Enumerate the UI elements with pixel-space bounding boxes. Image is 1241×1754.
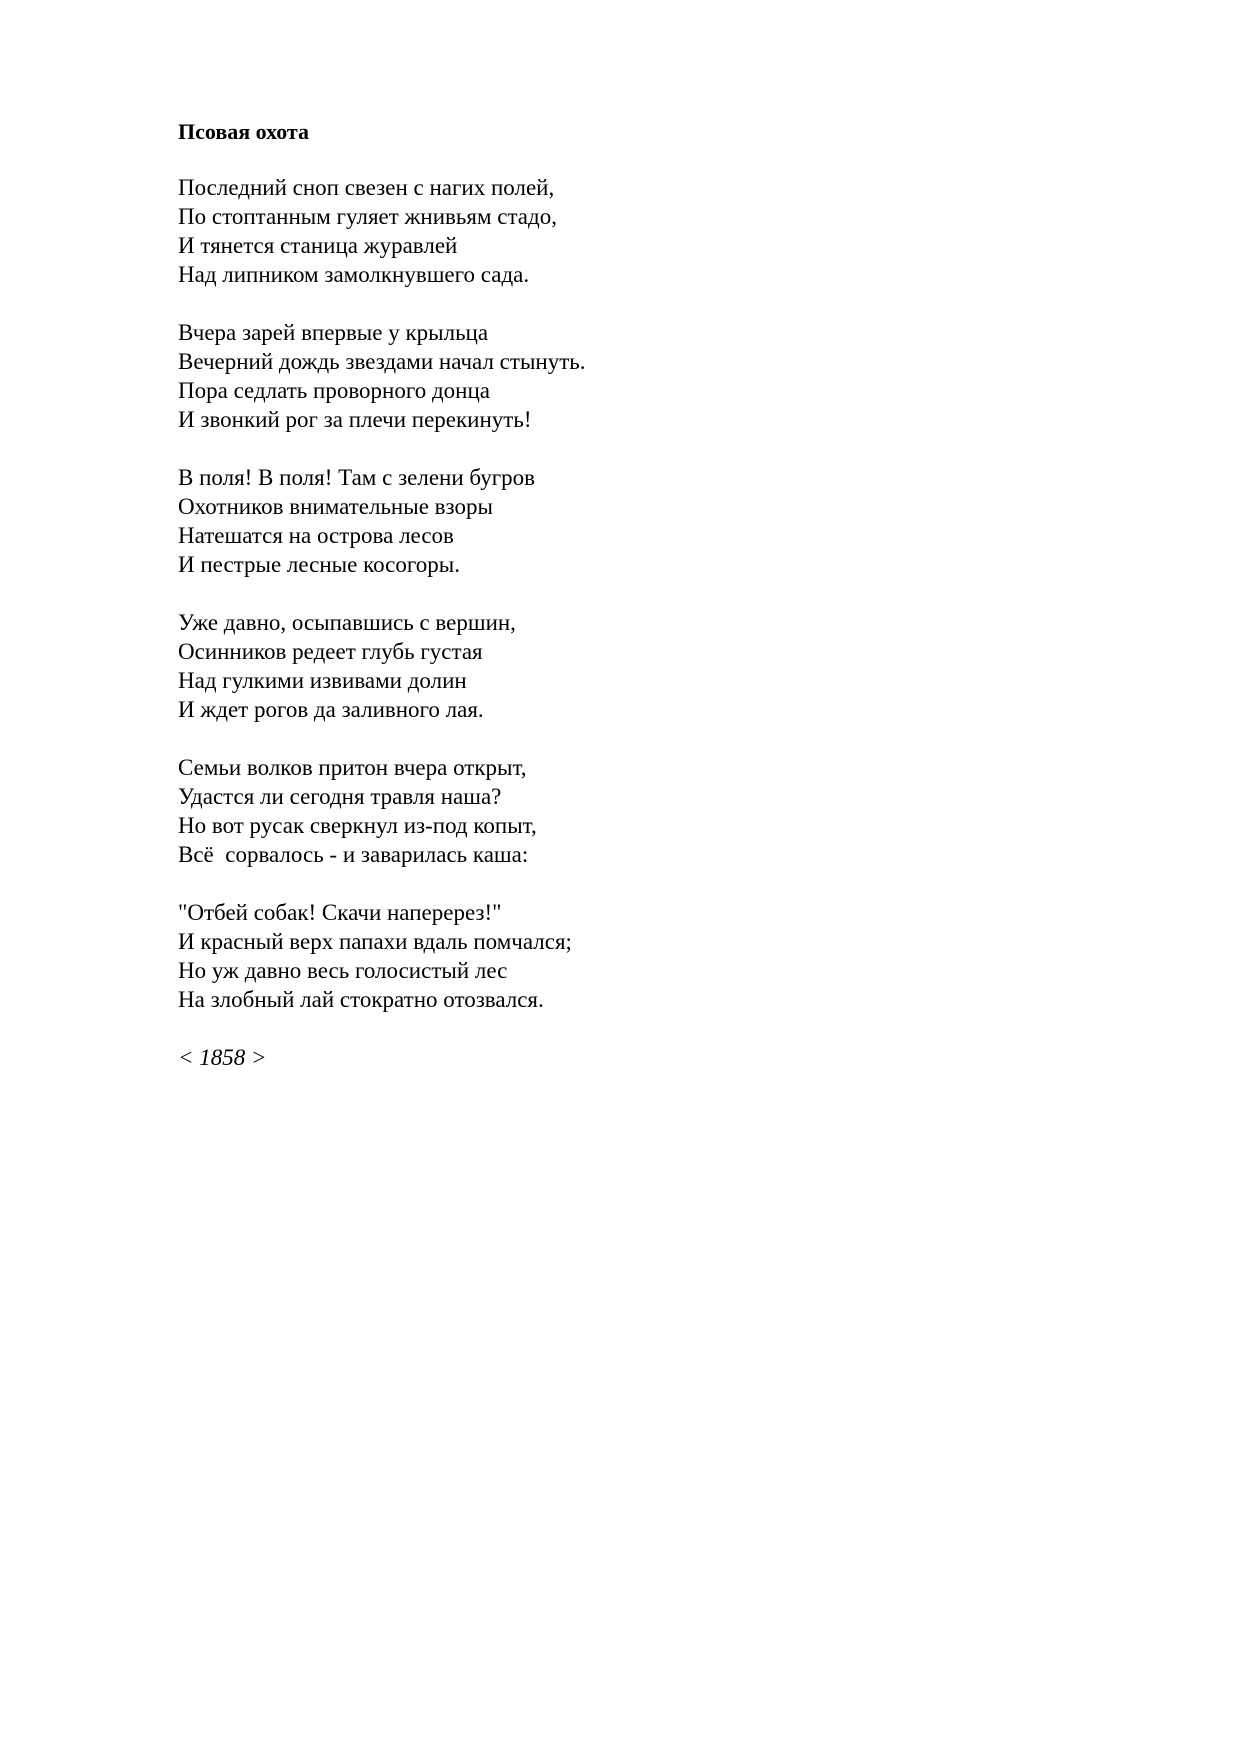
stanza-2 [178,318,1078,434]
poem-line: И звонкий рог за плечи перекинуть! [178,407,532,432]
poem-line: Над гулкими извивами долин [178,668,467,693]
poem-line: Но вот русак сверкнул из-под копыт, [178,813,537,838]
poem-line: Но уж давно весь голосистый лес [178,958,508,983]
poem-line: И пестрые лесные косогоры. [178,552,460,577]
stanza-6 [178,898,1078,1014]
poem-line: Удастся ли сегодня травля наша? [178,784,502,809]
poem-line: "Отбей собак! Скачи наперерез!" [178,900,502,925]
poem-line: Над липником замолкнувшего сада. [178,262,530,287]
poem-line: Уже давно, осыпавшись с вершин, [178,610,516,635]
stanza-1 [178,173,1078,289]
poem-line: Пора седлать проворного донца [178,378,491,403]
poem-line: Охотников внимательные взоры [178,494,493,519]
poem-line: Последний сноп свезен с нагих полей, [178,175,555,200]
poem-line: В поля! В поля! Там с зелени бугров [178,465,536,490]
poem-line: Натешатся на острова лесов [178,523,454,548]
poem-line: Вечерний дождь звездами начал стынуть. [178,349,586,374]
stanza-3 [178,463,1078,579]
poem-line: Семьи волков притон вчера открыт, [178,755,527,780]
poem-line: И ждет рогов да заливного лая. [178,697,484,722]
poem-line: По стоптанным гуляет жнивьям стадо, [178,204,557,229]
poem-line: И красный верх папахи вдаль помчался; [178,929,572,954]
poem-content [178,117,1078,1072]
poem-title: Псовая охота [178,119,310,144]
poem-date: < 1858 > [178,1045,267,1070]
poem-line: На злобный лай стократно отозвался. [178,987,544,1012]
poem-line: И тянется станица журавлей [178,233,458,258]
poem-line: Всё сорвалось - и заварилась каша: [178,842,529,867]
stanza-4 [178,608,1078,724]
poem-line: Осинников редеет глубь густая [178,639,483,664]
poem-line: Вчера зарей впервые у крыльца [178,320,489,345]
stanza-5 [178,753,1078,869]
